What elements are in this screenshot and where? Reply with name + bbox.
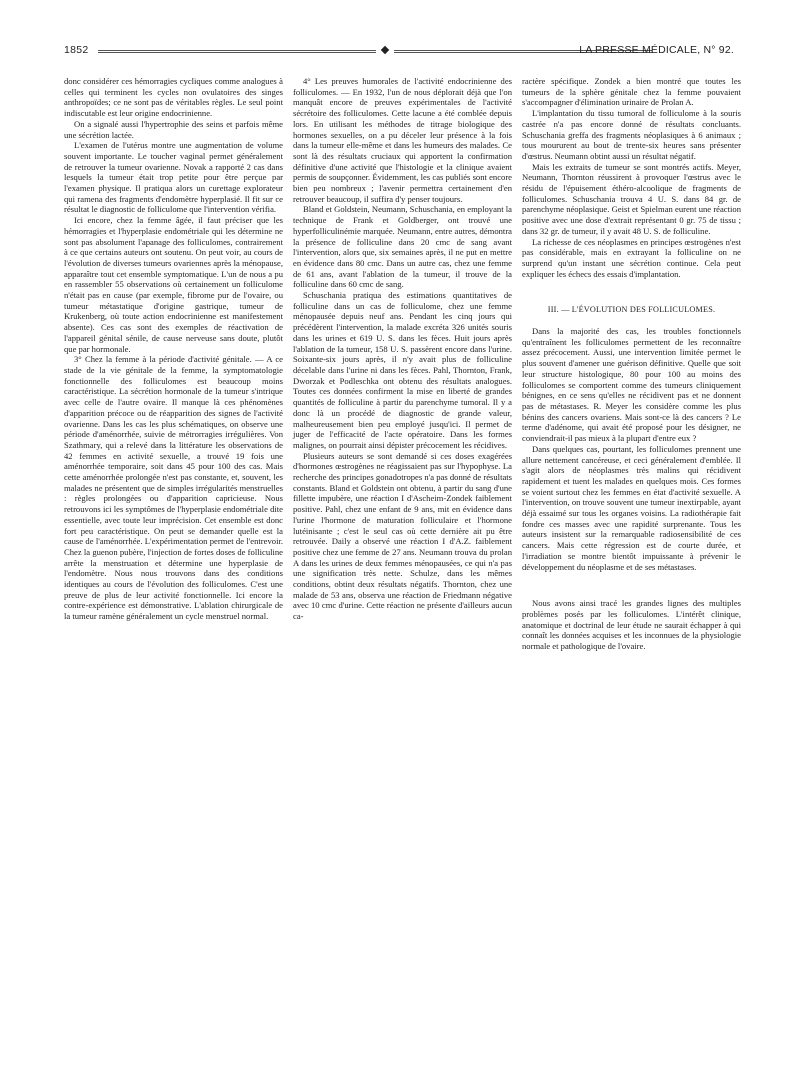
journal-title: LA PRESSE MÉDICALE, N° 92. [579,44,734,56]
paragraph: ractère spécifique. Zondek a bien montré que toutes les tumeurs de la sphère génitale chez la femme pouvaient s'accompagner d'élimination urinaire de Prolan A. [522,76,741,108]
paragraph: L'implantation du tissu tumoral de folliculome à la souris castrée n'a pas encore donné de résultats concluants. Schuschania greffa des fragments néoplasiques à 6 animaux ; tous moururent au bout de trente-six heures sans présenter d'œstrus. Neumann obtint aussi un résultat négatif. [522,108,741,161]
text-column-1 [64,76,283,622]
paragraph: L'examen de l'utérus montre une augmentation de volume souvent importante. Le toucher vaginal permet généralement de retrouver la tumeur ovarienne. Novak a rapporté 2 cas dans lesquels la tumeur était trop petite pour être perçue par l'examen physique. Il pratiqua alors un curettage explorateur qui ramena des fragments d'endomètre hyperplasié. Il fit sur ce résultat le diagnostic de folliculome que l'intervention vérifia. [64,140,283,215]
paragraph: Ici encore, chez la femme âgée, il faut préciser que les hémorragies et l'hyperplasie endométriale qui les détermine ne sont pas absolument l'apanage des folliculomes, contrairement à ce que certains auteurs ont soutenu. On peut voir, au cours de l'évolution de diverses tumeurs ovariennes après la ménopause, apparaître tout cet ensemble symptomatique. L'un de nous a pu en rassembler 55 observations où certainement un folliculome n'était pas en cause (par exemple, fibrome pur de l'ovaire, ou tumeur métastatique d'origine gastrique, tumeur de Krukenberg, où toute action endocrinienne est manifestement absente). Ces cas sont des exemples de réactivation de l'appareil génital sénile, de cause nerveuse sans doute, plutôt que par hormonale. [64,215,283,354]
text-column-2 [293,76,512,622]
paragraph: Bland et Goldstein, Neumann, Schuschania, en employant la technique de Frank et Goldberger, ont trouvé une hyperfolliculinémie marquée. Neumann, entre autres, démontra la présence de folliculine dans 20 cmc de sang avant l'intervention, alors que, six semaines après, il ne put en mettre en évidence dans 80 cmc. Dans un autre cas, chez une femme de 61 ans, avant l'ablation de la tumeur, il trouve de la folliculine dans 60 cmc de sang. [293,204,512,290]
section-heading: III. — L'ÉVOLUTION DES FOLLICULOMES. [547,305,716,315]
paragraph: 4° Les preuves humorales de l'activité endocrinienne des folliculomes. — En 1932, l'un de nous déplorait déjà que l'on manquât encore de preuves expérimentales de l'activité sécrétoire des folliculomes. Cette lacune a été comblée depuis lors. En utilisant les méthodes de titrage biologique des hormones sexuelles, on a pu déceler leur présence à la fois dans la tumeur elle-même et dans les humeurs des malades. Ce sont là des résultats cruciaux qui apportent la confirmation définitive d'une activité que l'histologie et la clinique avaient permis de soupçonner. Évidemment, les cas publiés sont encore bien peu nombreux ; l'avenir permettra certainement d'en retrouver beaucoup, il suffira d'y penser toujours. [293,76,512,204]
paragraph: Plusieurs auteurs se sont demandé si ces doses exagérées d'hormones œstrogènes ne réagissaient pas sur l'hypophyse. La recherche des principes gonadotropes n'a pas donné de résultats constants. Bland et Goldstein ont obtenu, à partir du sang d'une fillette impubère, une réaction I d'Ascheim-Zondek faiblement positive. Pahl, chez une enfant de 9 ans, mit en évidence dans l'urine l'hormone de maturation folliculaire et l'hormone lutéinisante ; c'est le seul cas où cette dernière ait pu être retrouvée. Daily a observé une réaction I d'A.Z. faiblement positive chez une femme de 27 ans. Neumann trouva du prolan A dans les urines de deux femmes ménopausées, ce qui n'a pas une signification très nette. Schulze, dans les mêmes conditions, obtint deux résultats négatifs. Thornton, chez une malade de 53 ans, observa une réaction de Friedmann négative avec 10 cmc d'urine. Cette réaction ne présente d'ailleurs aucun ca- [293,450,512,622]
paragraph: Dans quelques cas, pourtant, les folliculomes prennent une allure nettement cancéreuse, et ceci généralement d'emblée. Il s'agit alors de néoplasmes très malins qui récidivent rapidement et tuent les malades en quelques mois. Ces formes se voient surtout chez les femmes en état d'activité sexuelle. A l'intervention, on trouve souvent une tumeur inextirpable, ayant déjà essaimé sur tous les organes voisins. La radiothérapie fait fondre ces masses avec une rapidité surprenante. Tous les auteurs insistent sur la remarquable radiosensibilité de ces cancers. Mais cette régression est de courte durée, et l'irradiation se montre bientôt impuissante à prévenir le développement du néoplasme et de ses métastases. [522,443,741,572]
diamond-ornament-icon [381,46,389,54]
header-rule-left [98,50,376,53]
paragraph: Dans la majorité des cas, les troubles fonctionnels qu'entraînent les folliculomes permettent de les reconnaître assez précocement. Aussi, une intervention limitée permet le plus souvent d'amener une guérison définitive. Quelle que soit leur structure histologique, 80 pour 100 au moins des folliculomes se comportent comme des tumeurs cliniquement bénignes, en ce sens qu'elles ne récidivent pas et ne donnent pas de métastases. R. Meyer les considère comme les plus bénins des cancers ovariens. Mais sont-ce là des cancers ? Le terme d'adénome, qui avait été proposé pour les désigner, ne conviendrait-il pas mieux à la plupart d'entre eux ? [522,326,741,444]
paragraph: donc considérer ces hémorragies cycliques comme analogues à celles qui terminent les cycles non ovulatoires des singes anthropoïdes; ce ne sont pas de véritables règles. Le seul point indiscutable est leur origine endocrinienne. [64,76,283,119]
text-column-3 [522,76,741,652]
page-number: 1852 [64,44,89,56]
paragraph: On a signalé aussi l'hypertrophie des seins et parfois même une sécrétion lactée. [64,118,283,140]
page-header [64,44,734,58]
paragraph: Mais les extraits de tumeur se sont montrés actifs. Meyer, Neumann, Thornton réussirent à provoquer l'œstrus avec le résidu de l'épuisement éthéro-alcoolique de fragments de folliculomes. Schuschania trouva 4 U. S. dans 84 gr. de parenchyme néoplasique. Geist et Spielman eurent une réaction positive avec une dose d'extrait représentant 0 gr. 75 de tissu ; dans 32 gr. de tumeur, il y avait 48 U. S. de folliculine. [522,161,741,236]
paragraph: La richesse de ces néoplasmes en principes œstrogènes n'est pas considérable, mais en extrayant la folliculine on ne surprend qu'un instant une sécrétion continue. Cela peut expliquer les échecs des essais d'implantation. [522,236,741,279]
paragraph: Nous avons ainsi tracé les grandes lignes des multiples problèmes posés par les folliculomes. L'intérêt clinique, anatomique et doctrinal de leur étude ne saurait échapper à qui connaît les données acquises et les inconnues de la physiologie normale et pathologique de l'ovaire. [522,598,741,652]
paragraph: 3° Chez la femme à la période d'activité génitale. — A ce stade de la vie génitale de la femme, la symptomatologie fonctionnelle des folliculomes est beaucoup moins caractéristique. La sécrétion hormonale de la tumeur s'intrique avec celle de l'autre ovaire. Il manque là ces phénomènes d'apparition précoce ou de réapparition des signes de l'activité ovarienne. Dans les cas les plus schématiques, on observe une période d'aménorrhée, suivie de métrorragies irrégulières. Von Szathmary, qui a relevé dans la littérature les observations de 42 femmes en activité sexuelle, a trouvé 19 fois une aménorrhée temporaire, soit dans 45 pour 100 des cas. Mais cette aménorrhée prolongée n'est pas constante, et, souvent, les malades ne présentent que de simples irrégularités menstruelles : règles prolongées ou d'apparition capricieuse. Nous retrouvons ici les symptômes de l'hyperplasie endométriale dite essentielle, avec toute leur imprécision. Cet ensemble est donc fort peu caractéristique. On peut se demander quelle est la cause de l'aménorrhée. L'expérimentation permet de l'entrevoir. Chez la guenon pubère, l'injection de fortes doses de folliculine arrête la menstruation et détermine une hyperplasie de l'endomètre. Nous nous trouvons dans des conditions identiques au cours de l'évolution des folliculomes. C'est une preuve de plus de leur activité fonctionnelle. Ici encore la contre-expérience est démonstrative. L'ablation chirurgicale de la tumeur ramène généralement un cycle menstruel normal. [64,354,283,622]
paragraph: Schuschania pratiqua des estimations quantitatives de folliculine dans un cas de folliculome, chez une femme ménopausée depuis neuf ans. Pendant les cinq jours qui précédèrent l'intervention, la malade excréta 326 unités souris dans les urines et 619 U. S. dans les fèces. Huit jours après l'ablation de la tumeur, 158 U. S. passèrent encore dans l'urine. Soixante-six jours après, il n'y avait plus de folliculine décelable dans l'urine ni dans les fèces. Pahl, Thornton, Frank, Dworzak et Podleschka ont obtenu des résultats analogues. Toutes ces données confirment la mise en liberté de grandes quantités de folliculine à partir du parenchyme tumoral. Il y a donc là un procédé de diagnostic de grande valeur, malheureusement bien peu employé jusqu'ici. Il permet de juger de l'efficacité de l'acte opératoire. Dans les formes malignes, on pourrait ainsi dépister précocement les récidives. [293,290,512,450]
